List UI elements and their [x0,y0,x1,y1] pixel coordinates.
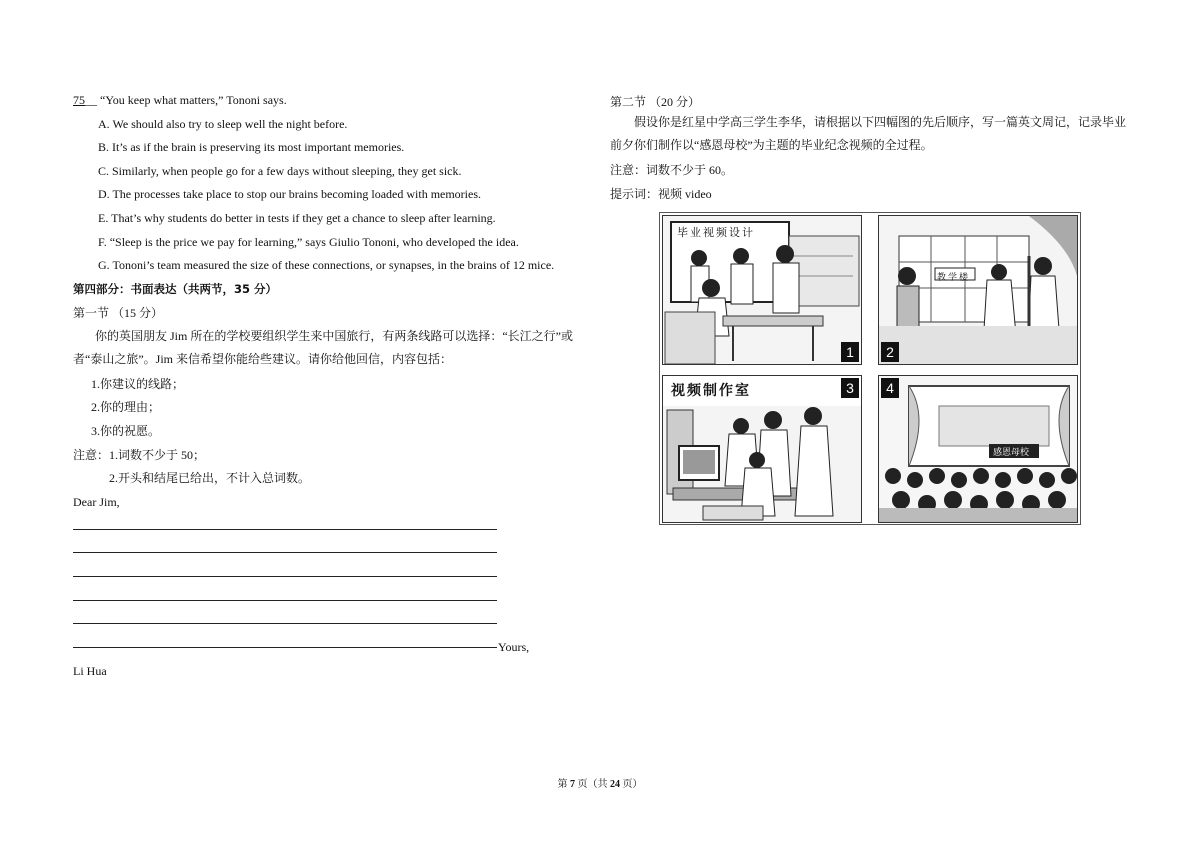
point-2: 2.你的理由； [91,400,161,414]
panel-4-caption: 感恩母校 [993,448,1030,458]
section2-hint: 提示词：视频 video [610,187,712,201]
panel-1-number: 1 [841,342,859,362]
option-d: D. The processes take place to stop our brains becoming loaded with memories. [98,187,482,201]
panel-2-caption: 教学楼 [937,273,971,283]
option-e: E. That’s why students do better in tests if they get a chance to sleep after learning. [98,211,496,225]
option-a: A. We should also try to sleep well the night before. [98,117,348,131]
panel-2 [878,215,1078,365]
writing-line [73,529,497,530]
writing-line [73,552,497,553]
option-b: B. It’s as if the brain is preserving its most important memories. [98,140,405,154]
point-3: 3.你的祝愿。 [91,424,161,438]
footer-suffix: 页） [622,779,643,790]
part4-title: 第四部分：书面表达（共两节，35 分） [73,282,278,296]
signature: Li Hua [73,664,107,678]
panel-4-number: 4 [881,378,899,398]
section1-title: 第一节 （15 分） [73,306,164,320]
panel-3 [662,375,862,523]
question-number: 75 [73,93,85,107]
writing-line [73,647,497,648]
footer-mid: 页（共 [577,779,608,790]
footer-page-number: 7 [570,779,575,790]
page-footer [0,775,1200,790]
panel-1 [662,215,862,365]
section2-paragraph: 假设你是红星中学高三学生李华，请根据以下四幅图的先后顺序，写一篇英文周记，记录毕业前夕你们制作以“感恩母校”为主题的毕业纪念视频的全过程。 [610,115,1127,152]
section2-title: 第二节 （20 分） [610,95,701,109]
option-c: C. Similarly, when people go for a few days without sleeping, they get sick. [98,164,462,178]
question-75: 75__ “You keep what matters,” Tononi says. [73,93,287,107]
option-g: G. Tononi’s team measured the size of these connections, or synapses, in the brains of 12 mice. [98,258,555,272]
writing-line [73,600,497,601]
salutation: Dear Jim, [73,495,120,509]
question-text: “You keep what matters,” Tononi says. [100,93,287,107]
writing-line [73,576,497,577]
option-f: F. “Sleep is the price we pay for learning,” says Giulio Tononi, who developed the idea. [98,235,519,249]
closing: Yours, [498,640,530,654]
panel-3-number: 3 [841,378,859,398]
footer-total-pages: 24 [610,779,620,790]
panel-4-drawing [879,376,1077,522]
panel-3-caption: 视频制作室 [671,383,751,399]
comic-illustration [659,212,1081,525]
section2-note: 注意：词数不少于 60。 [610,163,734,177]
point-1: 1.你建议的线路； [91,377,185,391]
writing-line [73,623,497,624]
panel-4 [878,375,1078,523]
panel-2-drawing [879,216,1077,364]
note-line-1: 注意：1.词数不少于 50； [73,448,206,462]
panel-1-caption: 毕业视频设计 [677,226,755,239]
note-line-2: 2.开头和结尾已给出，不计入总词数。 [109,471,311,485]
footer-prefix: 第 [557,779,568,790]
panel-2-number: 2 [881,342,899,362]
section1-paragraph: 你的英国朋友 Jim 所在的学校要组织学生来中国旅行，有两条线路可以选择：“长江之行”或者“泰山之旅”。Jim 来信希望你能给些建议。请你给他回信，内容包括： [73,329,573,366]
